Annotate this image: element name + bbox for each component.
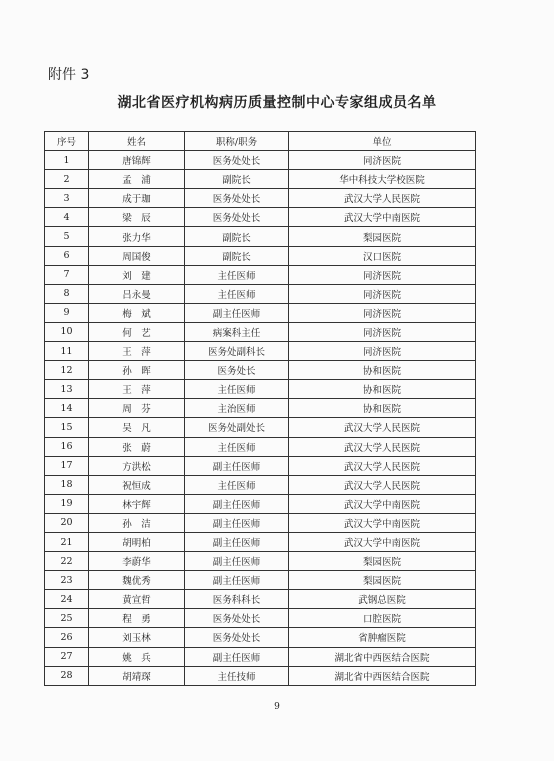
cell-name: 成于珈 xyxy=(89,189,185,208)
cell-title: 主任医师 xyxy=(185,284,289,303)
cell-index: 25 xyxy=(45,609,89,628)
header-name: 姓名 xyxy=(89,132,185,151)
cell-name: 梅 斌 xyxy=(89,303,185,322)
cell-index: 3 xyxy=(45,189,89,208)
header-index: 序号 xyxy=(45,132,89,151)
cell-unit: 梨园医院 xyxy=(289,571,476,590)
table-row xyxy=(45,628,476,647)
cell-index: 8 xyxy=(45,284,89,303)
cell-name: 黄宣哲 xyxy=(89,590,185,609)
table-row xyxy=(45,399,476,418)
cell-index: 1 xyxy=(45,151,89,170)
cell-unit: 同济医院 xyxy=(289,284,476,303)
cell-title: 医务处处长 xyxy=(185,628,289,647)
cell-unit: 武汉大学人民医院 xyxy=(289,475,476,494)
table-row xyxy=(45,303,476,322)
member-table xyxy=(44,131,476,686)
cell-index: 13 xyxy=(45,380,89,399)
cell-name: 张力华 xyxy=(89,227,185,246)
cell-unit: 武汉大学人民医院 xyxy=(289,418,476,437)
cell-title: 副院长 xyxy=(185,170,289,189)
table-row xyxy=(45,189,476,208)
cell-name: 程 勇 xyxy=(89,609,185,628)
cell-unit: 湖北省中西医结合医院 xyxy=(289,647,476,666)
table-row xyxy=(45,532,476,551)
table-row xyxy=(45,342,476,361)
cell-name: 胡明柏 xyxy=(89,532,185,551)
cell-name: 何 艺 xyxy=(89,322,185,341)
table-row xyxy=(45,265,476,284)
cell-title: 主治医师 xyxy=(185,399,289,418)
cell-title: 主任医师 xyxy=(185,437,289,456)
cell-title: 医务处长 xyxy=(185,361,289,380)
cell-index: 12 xyxy=(45,361,89,380)
cell-name: 梁 辰 xyxy=(89,208,185,227)
cell-unit: 梨园医院 xyxy=(289,227,476,246)
cell-title: 副主任医师 xyxy=(185,532,289,551)
cell-index: 21 xyxy=(45,532,89,551)
cell-title: 副主任医师 xyxy=(185,456,289,475)
cell-name: 方洪松 xyxy=(89,456,185,475)
cell-title: 医务处处长 xyxy=(185,151,289,170)
cell-title: 主任技师 xyxy=(185,666,289,685)
cell-name: 张 蔚 xyxy=(89,437,185,456)
header-title: 职称/职务 xyxy=(185,132,289,151)
cell-name: 唐锦辉 xyxy=(89,151,185,170)
table-row xyxy=(45,227,476,246)
table-header-row xyxy=(45,132,476,151)
cell-title: 医务科科长 xyxy=(185,590,289,609)
table-body xyxy=(45,151,476,686)
cell-unit: 协和医院 xyxy=(289,380,476,399)
cell-unit: 华中科技大学校医院 xyxy=(289,170,476,189)
cell-name: 吴 凡 xyxy=(89,418,185,437)
cell-index: 17 xyxy=(45,456,89,475)
cell-name: 吕永曼 xyxy=(89,284,185,303)
table-row xyxy=(45,151,476,170)
cell-name: 李蔚华 xyxy=(89,552,185,571)
cell-title: 副主任医师 xyxy=(185,494,289,513)
cell-unit: 同济医院 xyxy=(289,303,476,322)
cell-title: 主任医师 xyxy=(185,265,289,284)
cell-title: 医务处处长 xyxy=(185,609,289,628)
cell-name: 刘玉林 xyxy=(89,628,185,647)
table-row xyxy=(45,456,476,475)
cell-unit: 武钢总医院 xyxy=(289,590,476,609)
cell-unit: 武汉大学中南医院 xyxy=(289,532,476,551)
page-number: 9 xyxy=(274,702,280,712)
cell-unit: 省肿瘤医院 xyxy=(289,628,476,647)
cell-index: 5 xyxy=(45,227,89,246)
cell-index: 14 xyxy=(45,399,89,418)
table-row xyxy=(45,647,476,666)
cell-index: 26 xyxy=(45,628,89,647)
cell-index: 15 xyxy=(45,418,89,437)
table-row xyxy=(45,494,476,513)
header-unit: 单位 xyxy=(289,132,476,151)
attachment-label: 附件 3 xyxy=(48,67,90,83)
cell-unit: 协和医院 xyxy=(289,399,476,418)
table-row xyxy=(45,437,476,456)
cell-title: 医务处副处长 xyxy=(185,418,289,437)
cell-unit: 梨园医院 xyxy=(289,552,476,571)
cell-name: 胡靖琛 xyxy=(89,666,185,685)
cell-unit: 协和医院 xyxy=(289,361,476,380)
cell-unit: 湖北省中西医结合医院 xyxy=(289,666,476,685)
cell-index: 27 xyxy=(45,647,89,666)
cell-unit: 武汉大学人民医院 xyxy=(289,189,476,208)
table-row xyxy=(45,246,476,265)
table-row xyxy=(45,609,476,628)
cell-index: 6 xyxy=(45,246,89,265)
cell-index: 4 xyxy=(45,208,89,227)
cell-title: 副主任医师 xyxy=(185,571,289,590)
cell-index: 23 xyxy=(45,571,89,590)
cell-index: 20 xyxy=(45,513,89,532)
cell-unit: 武汉大学中南医院 xyxy=(289,494,476,513)
cell-index: 9 xyxy=(45,303,89,322)
table-row xyxy=(45,666,476,685)
cell-name: 王 萍 xyxy=(89,342,185,361)
cell-index: 18 xyxy=(45,475,89,494)
cell-name: 魏优秀 xyxy=(89,571,185,590)
cell-name: 祝恒成 xyxy=(89,475,185,494)
cell-index: 10 xyxy=(45,322,89,341)
cell-index: 22 xyxy=(45,552,89,571)
table-row xyxy=(45,418,476,437)
cell-unit: 同济医院 xyxy=(289,322,476,341)
table-row xyxy=(45,322,476,341)
cell-unit: 武汉大学人民医院 xyxy=(289,437,476,456)
document-title: 湖北省医疗机构病历质量控制中心专家组成员名单 xyxy=(117,95,437,111)
cell-title: 副院长 xyxy=(185,246,289,265)
cell-title: 主任医师 xyxy=(185,380,289,399)
table-row xyxy=(45,208,476,227)
cell-name: 王 萍 xyxy=(89,380,185,399)
cell-unit: 口腔医院 xyxy=(289,609,476,628)
cell-unit: 汉口医院 xyxy=(289,246,476,265)
cell-name: 林宇辉 xyxy=(89,494,185,513)
table-row xyxy=(45,590,476,609)
cell-title: 医务处处长 xyxy=(185,189,289,208)
cell-title: 主任医师 xyxy=(185,475,289,494)
table-row xyxy=(45,361,476,380)
cell-name: 周 芬 xyxy=(89,399,185,418)
cell-name: 周国俊 xyxy=(89,246,185,265)
cell-index: 24 xyxy=(45,590,89,609)
cell-title: 副主任医师 xyxy=(185,303,289,322)
cell-title: 副院长 xyxy=(185,227,289,246)
table-row xyxy=(45,571,476,590)
cell-index: 2 xyxy=(45,170,89,189)
cell-unit: 同济医院 xyxy=(289,265,476,284)
cell-title: 副主任医师 xyxy=(185,552,289,571)
table-row xyxy=(45,552,476,571)
cell-unit: 同济医院 xyxy=(289,151,476,170)
table-row xyxy=(45,284,476,303)
cell-name: 刘 建 xyxy=(89,265,185,284)
cell-index: 11 xyxy=(45,342,89,361)
cell-name: 孟 浦 xyxy=(89,170,185,189)
cell-title: 医务处处长 xyxy=(185,208,289,227)
cell-title: 副主任医师 xyxy=(185,513,289,532)
table-row xyxy=(45,170,476,189)
cell-name: 孙 洁 xyxy=(89,513,185,532)
cell-index: 28 xyxy=(45,666,89,685)
table-row xyxy=(45,513,476,532)
cell-name: 孙 晖 xyxy=(89,361,185,380)
cell-unit: 武汉大学人民医院 xyxy=(289,456,476,475)
table-row xyxy=(45,380,476,399)
cell-unit: 同济医院 xyxy=(289,342,476,361)
cell-index: 16 xyxy=(45,437,89,456)
table-row xyxy=(45,475,476,494)
cell-unit: 武汉大学中南医院 xyxy=(289,513,476,532)
cell-name: 姚 兵 xyxy=(89,647,185,666)
cell-index: 19 xyxy=(45,494,89,513)
cell-index: 7 xyxy=(45,265,89,284)
cell-title: 医务处副科长 xyxy=(185,342,289,361)
cell-title: 病案科主任 xyxy=(185,322,289,341)
cell-unit: 武汉大学中南医院 xyxy=(289,208,476,227)
cell-title: 副主任医师 xyxy=(185,647,289,666)
